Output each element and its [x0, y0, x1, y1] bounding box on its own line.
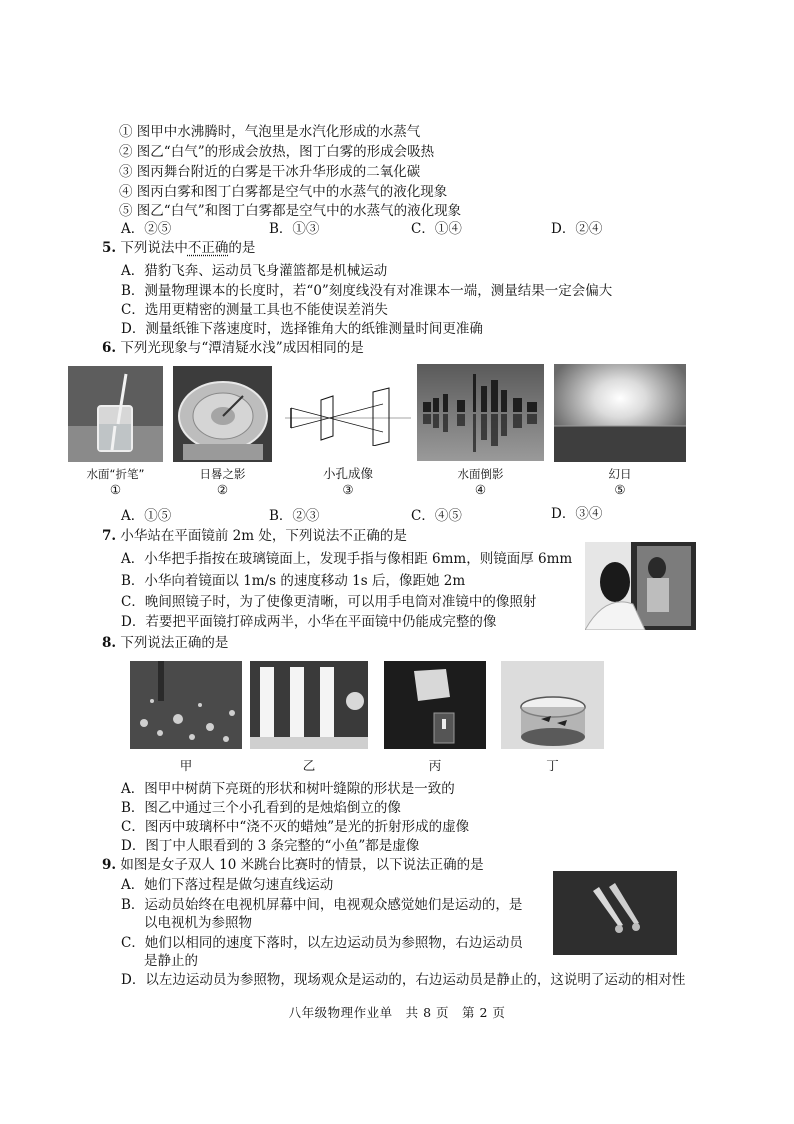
q6-photo-sundial — [173, 366, 272, 462]
q9-option-a[interactable]: A．她们下落过程是做匀速直线运动 — [121, 877, 334, 893]
q7-option-a[interactable]: A．小华把手指按在玻璃镜面上，发现手指与像相距 6mm，则镜面厚 6mm — [121, 551, 573, 567]
q6-diagram-pinhole — [283, 386, 413, 446]
q6-caption-5: 幻日 — [608, 467, 632, 481]
q5-stem: 5. 下列说法中不正确的是 — [102, 240, 256, 256]
q6-mark-2: ② — [216, 482, 229, 497]
statement-5: ⑤ 图乙“白气”和图丁白雾都是空气中的水蒸气的液化现象 — [119, 203, 462, 219]
q9-option-b-cont[interactable]: 以电视机为参照物 — [144, 915, 252, 931]
q6-photo-bent-pencil — [68, 366, 163, 462]
statement-2: ② 图乙“白气”的形成会放热，图丁白雾的形成会吸热 — [119, 144, 435, 160]
prev-option-b[interactable]: B．①③ — [269, 221, 320, 237]
q6-mark-5: ⑤ — [614, 482, 626, 497]
prev-option-d[interactable]: D．②④ — [551, 221, 603, 237]
q8-option-c[interactable]: C．图丙中玻璃杯中“浇不灭的蜡烛”是光的折射形成的虚像 — [121, 819, 470, 835]
prev-option-a[interactable]: A．②⑤ — [121, 221, 172, 237]
q5-option-c[interactable]: C．选用更精密的测量工具也不能使误差消失 — [121, 302, 388, 318]
q6-caption-1: 水面“折笔” — [86, 467, 145, 481]
q5-option-d[interactable]: D．测量纸锥下落速度时，选择锥角大的纸锥测量时间更准确 — [121, 321, 483, 337]
q9-option-c-cont[interactable]: 是静止的 — [144, 953, 198, 969]
q9-option-d[interactable]: D．以左边运动员为参照物，现场观众是运动的，右边运动员是静止的，这说明了运动的相对性 — [121, 972, 686, 988]
q6-photo-reflection — [417, 364, 544, 461]
statement-1: ① 图甲中水沸腾时，气泡里是水汽化形成的水蒸气 — [119, 124, 421, 140]
q9-option-c[interactable]: C．她们以相同的速度下落时，以左边运动员为参照物，右边运动员 — [121, 935, 523, 951]
q8-caption-bing: 丙 — [428, 758, 442, 773]
q9-stem: 9. 如图是女子双人 10 米跳台比赛时的情景，以下说法正确的是 — [102, 857, 484, 873]
q7-option-d[interactable]: D．若要把平面镜打碎成两半，小华在平面镜中仍能成完整的像 — [121, 614, 497, 630]
q5-option-a[interactable]: A．猎豹飞奔、运动员飞身灌篮都是机械运动 — [121, 263, 388, 279]
q7-photo-mirror — [585, 542, 696, 630]
q7-stem: 7. 小华站在平面镜前 2m 处，下列说法不正确的是 — [102, 528, 407, 544]
q6-stem: 6. 下列光现象与“潭清疑水浅”成因相同的是 — [102, 340, 364, 356]
q6-mark-1: ① — [109, 482, 122, 497]
q8-photo-bing — [384, 661, 486, 749]
q6-mark-4: ④ — [474, 482, 487, 497]
q8-caption-yi: 乙 — [302, 758, 316, 773]
q9-option-b[interactable]: B．运动员始终在电视机屏幕中间，电视观众感觉她们是运动的，是 — [121, 897, 523, 913]
q6-caption-3: 小孔成像 — [322, 466, 373, 481]
q6-mark-3: ③ — [342, 482, 354, 497]
q6-option-d[interactable]: D．③④ — [551, 506, 603, 522]
q6-option-b[interactable]: B．②③ — [269, 508, 320, 524]
q8-photo-jia — [130, 661, 242, 749]
q8-caption-jia: 甲 — [179, 758, 193, 773]
q5-option-b[interactable]: B．测量物理课本的长度时，若“0”刻度线没有对准课本一端，测量结果一定会偏大 — [121, 283, 613, 299]
q9-photo-divers — [553, 871, 677, 955]
q8-caption-ding: 丁 — [546, 758, 559, 773]
page-footer: 八年级物理作业单 共 8 页 第 2 页 — [288, 1005, 506, 1020]
q8-stem: 8. 下列说法正确的是 — [102, 635, 229, 651]
q6-photo-sundog — [554, 364, 686, 462]
q6-caption-4: 水面倒影 — [457, 467, 504, 481]
q8-photo-ding — [501, 661, 604, 749]
q6-caption-2: 日晷之影 — [199, 467, 246, 481]
q8-photo-yi — [250, 661, 368, 749]
statement-4: ④ 图丙白雾和图丁白雾都是空气中的水蒸气的液化现象 — [119, 184, 448, 200]
q6-option-a[interactable]: A．①⑤ — [121, 508, 172, 524]
q8-option-d[interactable]: D．图丁中人眼看到的 3 条完整的“小鱼”都是虚像 — [121, 838, 420, 854]
prev-option-c[interactable]: C．①④ — [411, 221, 462, 237]
q6-option-c[interactable]: C．④⑤ — [411, 508, 462, 524]
q7-option-b[interactable]: B．小华向着镜面以 1m/s 的速度移动 1s 后，像距她 2m — [121, 573, 466, 589]
statement-3: ③ 图丙舞台附近的白雾是干冰升华形成的二氧化碳 — [119, 164, 421, 180]
q8-option-a[interactable]: A．图甲中树荫下亮斑的形状和树叶缝隙的形状是一致的 — [121, 781, 455, 797]
q7-option-c[interactable]: C．晚间照镜子时，为了使像更清晰，可以用手电筒对准镜中的像照射 — [121, 594, 537, 610]
q8-option-b[interactable]: B．图乙中通过三个小孔看到的是烛焰倒立的像 — [121, 800, 401, 816]
